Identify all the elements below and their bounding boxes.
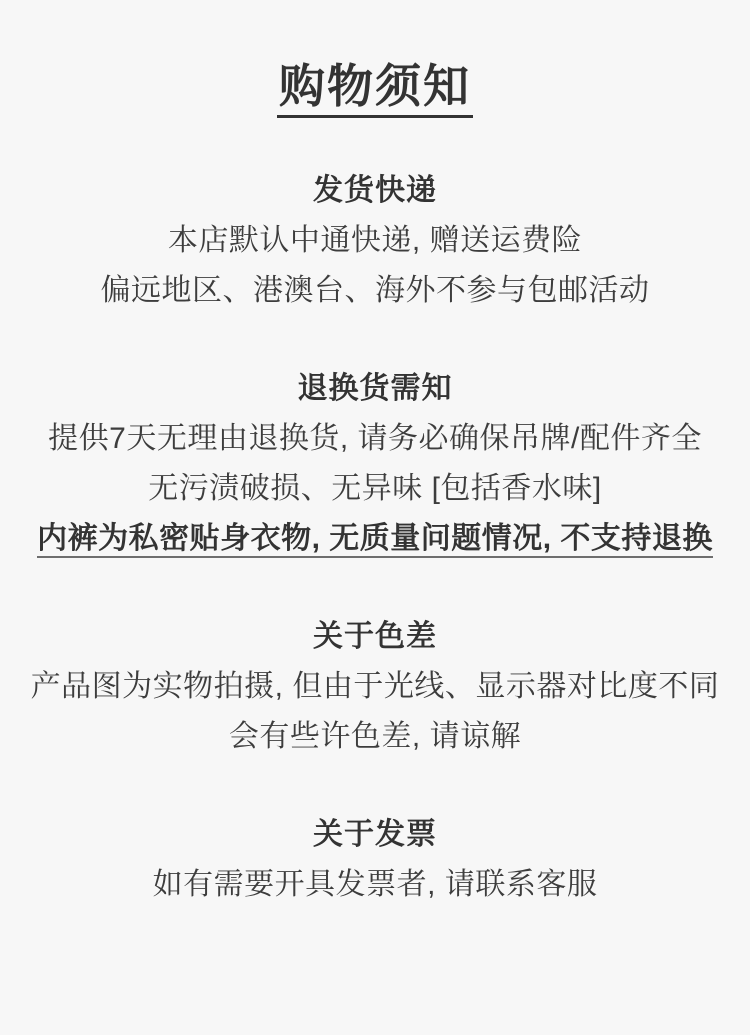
section-heading-shipping: 发货快递 bbox=[313, 174, 437, 208]
page-title: 购物须知 bbox=[277, 62, 473, 118]
section-color-difference bbox=[0, 612, 750, 762]
notice-line: 产品图为实物拍摄, 但由于光线、显示器对比度不同 bbox=[30, 670, 720, 704]
notice-line: 本店默认中通快递, 赠送运费险 bbox=[167, 224, 583, 258]
notice-line: 偏远地区、港澳台、海外不参与包邮活动 bbox=[100, 274, 650, 308]
notice-line: 会有些许色差, 请谅解 bbox=[228, 720, 522, 754]
section-returns bbox=[0, 364, 750, 564]
notice-line: 如有需要开具发票者, 请联系客服 bbox=[152, 868, 598, 902]
section-heading-returns: 退换货需知 bbox=[297, 372, 453, 406]
notice-line: 无污渍破损、无异味 [包括香水味] bbox=[148, 472, 602, 506]
section-heading-invoice: 关于发票 bbox=[313, 818, 437, 852]
notice-line: 提供7天无理由退换货, 请务必确保吊牌/配件齐全 bbox=[48, 422, 702, 456]
section-invoice bbox=[0, 810, 750, 910]
section-shipping bbox=[0, 166, 750, 316]
section-heading-color-difference: 关于色差 bbox=[313, 620, 437, 654]
emphasis-underlined-text: 内裤为私密贴身衣物, 无质量问题情况, 不支持退换 bbox=[37, 522, 713, 558]
notice-line-emphasis bbox=[0, 514, 750, 564]
page-title-wrap bbox=[0, 62, 750, 118]
